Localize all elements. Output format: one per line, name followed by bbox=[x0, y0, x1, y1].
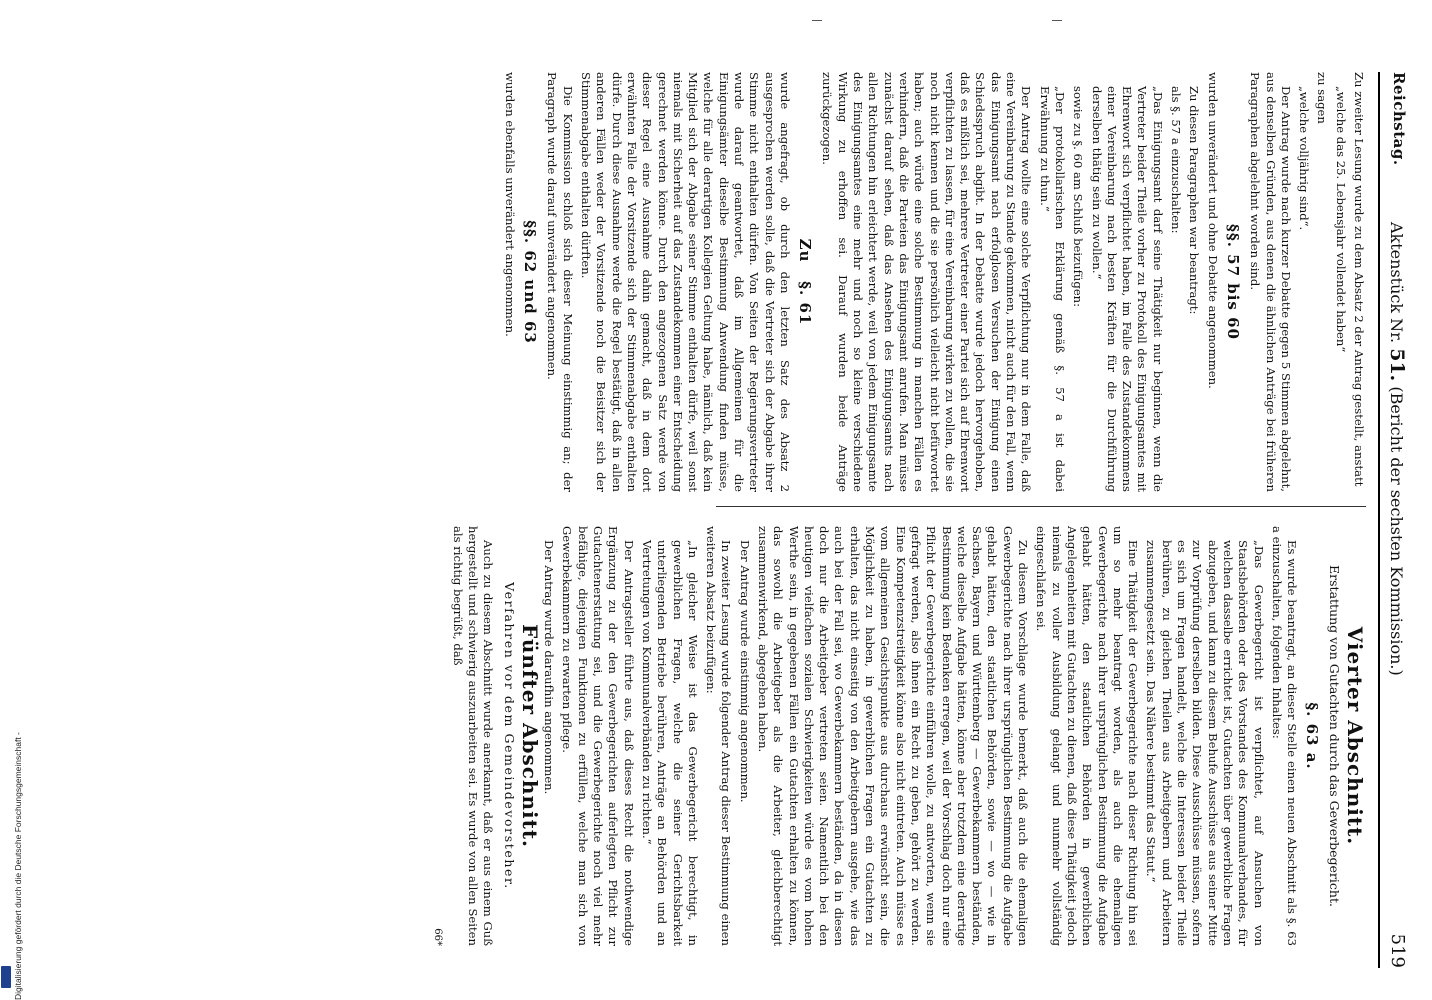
paragraph: Zu diesen Paragraphen war beantragt: bbox=[1187, 86, 1202, 315]
paragraph: zu sagen bbox=[1315, 72, 1330, 124]
header-center-suffix: (Bericht der sechsten Kommission.) bbox=[1387, 386, 1406, 676]
header-center bbox=[1386, 222, 1408, 676]
paragraph: Die Kommission schloß sich dieser Meinung einstimmig an; der Paragraph wurde darauf unverändert angenommen. bbox=[545, 72, 575, 492]
paragraph: Der Antrag wollte eine solche Verpflichtung nur in dem Falle, daß eine Vereinbarung zu Stande gekommen, nicht auch für den Fall, wenn das Einigungsamt nach erfolglosen Versuchen der Einigung einen Schiedsspruch abgibt. In der Debatte wurde jedoch hervorgehoben, daß es mißlich sei, mehrere Vertreter einer Partei sich auf Ehrenwort verpflichten zu lassen, für eine Vereinbarung wirken zu wollen, die sie noch nicht kennen und die sie persönlich vielleicht nicht befürwortet haben; auch würde eine solche Bestimmung in manchen Fällen es verhindern, daß die Parteien das Einigungsamt anrufen. Man müsse zunächst darauf sehen, daß das Ansehen des Einigungsamts nach allen Richtungen hin erleichtert werde, weil von jedem Einigungsamte des Einigungsamtes eine mehr und noch so kleine verschiedene Wirkung zu erhoffen sei. Darauf wurden beide Anträge zurückgezogen. bbox=[820, 72, 1034, 492]
paragraph: Der Antrag wurde nach kurzer Debatte gegen 5 Stimmen abgelehnt, aus denselben Gründen, aus denen die ähnlichen Anträge bei früheren Paragraphen abgelehnt worden sind. bbox=[1248, 72, 1293, 492]
section-heading-62-63: §§. 62 und 63 bbox=[521, 220, 540, 344]
section-heading-fourth: Vierter Abschnitt. bbox=[1343, 626, 1367, 846]
quote: „welche volljährig sind“. bbox=[1297, 86, 1312, 231]
subheading-fifth: Verfahren vor dem Gemeindevorsteher. bbox=[501, 582, 517, 890]
page-number: 519 bbox=[1387, 933, 1408, 968]
left-column bbox=[499, 72, 1366, 492]
paragraph: als §. 57 a einzuschalten: bbox=[1169, 86, 1184, 234]
scan-mark bbox=[812, 20, 822, 21]
paragraph: sowie zu §. 60 am Schluß beizufügen: bbox=[1071, 86, 1086, 308]
paragraph: wurden ebenfalls unverändert angenommen. bbox=[502, 72, 517, 337]
section-heading-fifth: Fünfter Abschnitt. bbox=[517, 623, 542, 849]
page-content bbox=[132, 0, 1432, 1000]
running-header bbox=[1378, 72, 1414, 968]
header-center-number: 51. bbox=[1386, 348, 1408, 382]
digitization-notice: Digitalisierung gefördert durch die Deutsche Forschungsgemeinschaft - bbox=[13, 732, 23, 1000]
heading-61: §. 61 bbox=[796, 281, 815, 326]
paragraph: Zu zweiter Lesung wurde zu dem Absatz 2 der Antrag gestellt, anstatt bbox=[1352, 72, 1366, 487]
paragraph: Es wurde beantragt, an dieser Stelle einen neuen Abschnitt als §. 63 a einzuschalten, folgenden Inhaltes: bbox=[1269, 526, 1300, 946]
header-left: Reichstag. bbox=[1390, 72, 1408, 166]
section-heading-61 bbox=[796, 72, 815, 492]
subheading-fourth: Erstattung von Gutachten durch das Gewerbegericht. bbox=[1326, 565, 1342, 907]
column-divider bbox=[716, 506, 1366, 507]
right-column bbox=[430, 526, 1366, 946]
paragraph: wurde angefragt, ob durch den letzten Satz des Absatz 2 ausgesprochen werden solle, daß die Vertreter sich der Abgabe ihrer Stimme nicht enthalten dürfen. Von Seiten der Regierungsvertreter wurde darauf geantwortet, daß im Allgemeinen für die Einigungsämter dieselbe Bestimmung Anwendung finden müsse, welche für alle derartigen Kollegien Geltung habe, nämlich, daß kein Mitglied sich der Abgabe seiner Stimme enthalten dürfe, weil sonst niemals mit Sicherheit auf das Zustandekommen einer Entscheidung gerechnet werden könne. Durch den angezogenen Satz werde von dieser Regel eine Ausnahme dahin gemacht, daß in dem dort erwähnten Falle der Vorsitzende sich der Stimmenabgabe enthalten dürfe. Durch diese Ausnahme werde die Regel bestätigt, daß in allen anderen Fällen weder der Vorsitzende noch die Beisitzer sich der Stimmenabgabe enthalten dürften. bbox=[579, 72, 792, 492]
paragraph: Zu diesem Vorschlage wurde bemerkt, daß auch die ehemaligen Gewerbegerichte nach ihrer ursprünglichen Bestimmung die Aufgabe gehabt hätten, den staatlichen Behörden, sowie — wo — wie in Sachsen, Bayern und Württemberg — Gewerbekammern beständen, welche dieselbe Aufgabe hätten, könne aber trotzdem eine derartige Bestimmung kein Bedenken erregen, weil der Vorschlag doch nur eine Pflicht der Gewerbegerichte einführen wolle, zu antworten, wenn sie gefragt werden, also ihnen ein Recht zu geben, gehört zu werden. Eine Kompetenzstreitigkeit könne also nicht eintreten. Auch müsse es vom allgemeinen Gesichtspunkte aus durchaus erwünscht sein, die Möglichkeit zu haben, in gewerblichen Fragen ein Gutachten zu erhalten, das nicht einseitig von den Arbeitgebern ausgehe, wie das auch bei der Fall sei, wo Gewerbekammern beständen, da in diesen doch nur die Arbeitgeber vertreten seien. Namentlich bei den heutigen vielfachen sozialen Schwierigkeiten würde es vom hohen Werthe sein, in gegebenen Fällen ein Gutachten erhalten zu können, das sowohl die Arbeitgeber als die Arbeiter, gleichberechtigt zusammenwirkend, abgegeben haben. bbox=[756, 526, 1031, 946]
paragraph: Der Antrag wurde daraufhin angenommen. bbox=[542, 540, 557, 795]
signature-mark: 66* bbox=[432, 928, 444, 946]
digitization-strip bbox=[0, 520, 23, 1000]
paragraph: wurden unverändert und ohne Debatte angenommen. bbox=[1205, 72, 1220, 389]
paragraph: Auch zu diesem Abschnitt wurde anerkannt, daß er aus einem Guß hergestellt und schwierig auszuarbeiten sei. Es wurde von allen Seiten als richtig begrüßt, daß bbox=[450, 526, 496, 946]
section-heading-57-60: §§. 57 bis 60 bbox=[1223, 224, 1242, 340]
paragraph: Der Antrag wurde einstimmig angenommen. bbox=[737, 540, 752, 803]
paragraph: Eine Thätigkeit der Gewerbegerichte nach dieser Richtung hin sei um so mehr beantragt worden, als auch die ehemaligen Gewerbegerichte nach ihrer ursprünglichen Bestimmung die Aufgabe gehabt hätten, den staatlichen Behörden in gewerblichen Angelegenheiten mit Gutachten zu dienen, daß diese Thätigkeit jedoch niemals zu voller Ausbildung gelangt und nunmehr vollständig eingeschlafen sei. bbox=[1034, 526, 1141, 946]
quote: „welche das 25. Lebensjahr vollendet haben“ bbox=[1333, 86, 1348, 353]
dfg-logo-icon bbox=[1, 966, 11, 988]
quote: „Der protokollarischen Erklärung gemäß §. 57 a ist dabei Erwähnung zu thun.“ bbox=[1037, 86, 1067, 492]
heading-zu: Zu bbox=[796, 238, 815, 263]
header-center-prefix: Aktenstück Nr. bbox=[1387, 222, 1406, 344]
paragraph: Der Antragsteller führte aus, daß dieses Recht die nothwendige Ergänzung zu der den Gewerbegerichten auferlegten Pflicht zur Gutachtenerstattung sei, und die Gewerbegerichte noch viel mehr befähige, diejenigen Funktionen zu erfüllen, welche man sich von Gewerbekammern zu erwarten pflege. bbox=[560, 526, 636, 946]
scan-mark bbox=[1052, 20, 1062, 21]
quote: „In gleicher Weise ist das Gewerbegericht berechtigt, in gewerblichen Fragen, welche die seiner Gerichtsbarkeit unterliegenden Betriebe berühren, Anträge an Behörden und an Vertretungen von Kommunalverbänden zu richten.“ bbox=[639, 540, 700, 946]
quote: „Das Einigungsamt darf seine Thätigkeit nur beginnen, wenn die Vertreter beider Theile vorher zu Protokoll des Einigungsamtes mit Ehrenwort sich verpflichtet haben, im Falle des Zustandekommens einer Vereinbarung nach besten Kräften für die Durchführung derselben thätig sein zu wollen.“ bbox=[1089, 86, 1165, 492]
section-heading-63a: §. 63 a. bbox=[1303, 702, 1322, 770]
paragraph: In zweiter Lesung wurde folgender Antrag dieser Bestimmung einen weiteren Absatz beizufügen: bbox=[704, 526, 734, 946]
quote: „Das Gewerbegericht ist verpflichtet, auf Ansuchen von Staatsbehörden oder des Vorstandes des Kommunalverbandes, für welchen dasselbe errichtet ist, Gutachten über gewerbliche Fragen abzugeben, und kann zu diesem Behufe Ausschüsse aus seiner Mitte zur Vorprüfung derselben bilden. Diese Ausschüsse müssen, sofern es sich um Fragen handelt, welche die Interessen beider Theile berühren, zu gleichen Theilen aus Arbeitgebern und Arbeitern zusammengesetzt sein. Das Nähere bestimmt das Statut.“ bbox=[1144, 540, 1266, 946]
